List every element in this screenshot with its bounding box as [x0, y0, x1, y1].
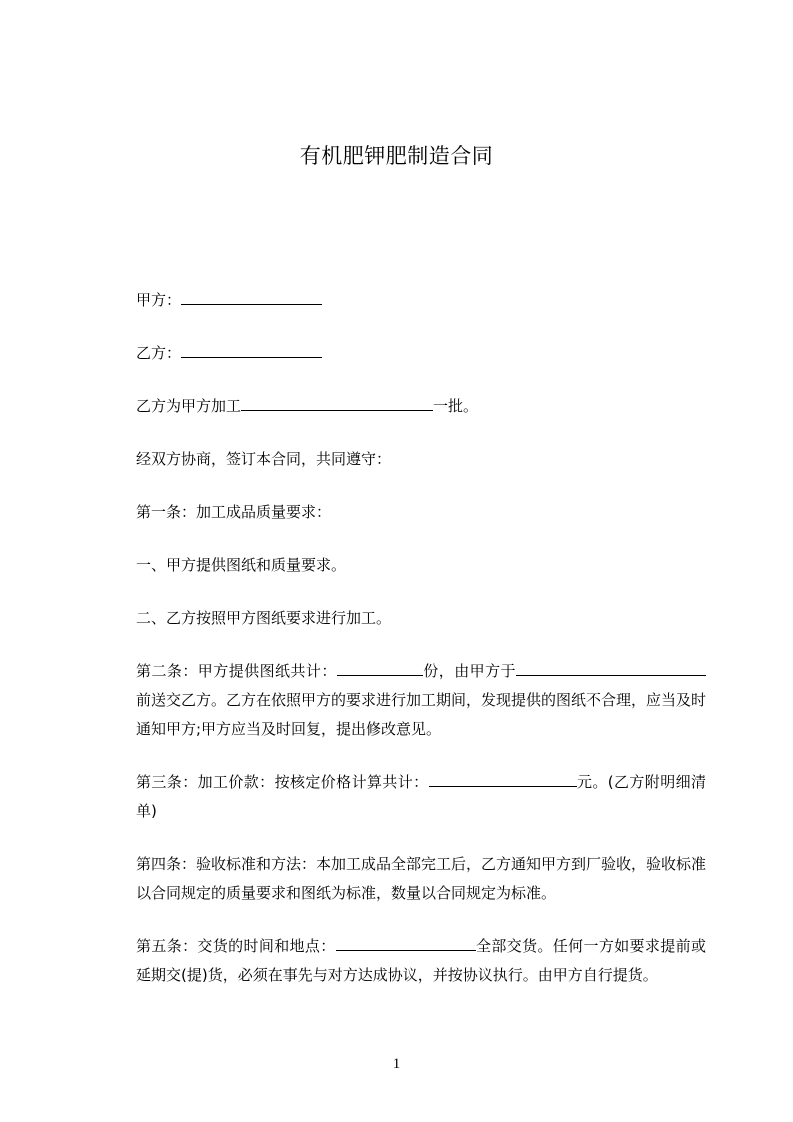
- party-b-label: 乙方：: [136, 344, 182, 362]
- processing-prefix: 乙方为甲方加工: [136, 397, 242, 415]
- article2-blank-count: [337, 659, 423, 676]
- article4-paragraph: 第四条：验收标准和方法：本加工成品全部完工后，乙方通知甲方到厂验收，验收标准以合同规定的质量要求和图纸为标准，数量以合同规定为标准。: [136, 855, 707, 902]
- article2-prefix: 第二条：甲方提供图纸共计：: [136, 662, 337, 680]
- article1-item2: 二、乙方按照甲方图纸要求进行加工。: [136, 609, 392, 627]
- article1-title: 第一条：加工成品质量要求：: [136, 503, 332, 521]
- article3-paragraph: [136, 768, 706, 826]
- party-b-blank: [181, 341, 322, 358]
- party-b-line: [136, 339, 706, 368]
- article1-item1: 一、甲方提供图纸和质量要求。: [136, 556, 347, 574]
- article2-blank-date-cont: [676, 659, 706, 676]
- processing-suffix: 一批。: [433, 397, 479, 415]
- agreement-line: 经双方协商，签订本合同，共同遵守：: [136, 450, 392, 468]
- article2-mid: 份，由甲方于: [422, 662, 516, 680]
- article5-rest: 全部交货。任何一方如要求提前或延期交(提)货，必须在事先与对方达成协议，并按协议执行。由甲方自行提货。: [136, 937, 706, 984]
- article2-paragraph: [136, 657, 706, 744]
- party-a-blank: [181, 288, 322, 305]
- article2-rest: 前送交乙方。乙方在依照甲方的要求进行加工期间，发现提供的图纸不合理，应当及时通知甲方;甲方应当及时回复，提出修改意见。: [136, 691, 707, 738]
- article3-rest: 元。(乙方附明细清单): [136, 773, 706, 820]
- processing-line: [136, 392, 706, 421]
- article5-blank-place: [336, 934, 476, 951]
- party-a-label: 甲方：: [136, 291, 182, 309]
- document-body: [136, 286, 706, 1014]
- article3-blank-amount: [429, 770, 577, 787]
- article3-prefix: 第三条：加工价款：按核定价格计算共计：: [136, 773, 429, 791]
- processing-blank: [241, 394, 433, 411]
- page-number: 1: [392, 1056, 401, 1072]
- article5-paragraph: [136, 932, 706, 990]
- party-a-line: [136, 286, 706, 315]
- article2-blank-date: [516, 659, 676, 676]
- article5-prefix: 第五条：交货的时间和地点：: [136, 937, 336, 955]
- document-title: 有机肥钾肥制造合同: [299, 144, 494, 168]
